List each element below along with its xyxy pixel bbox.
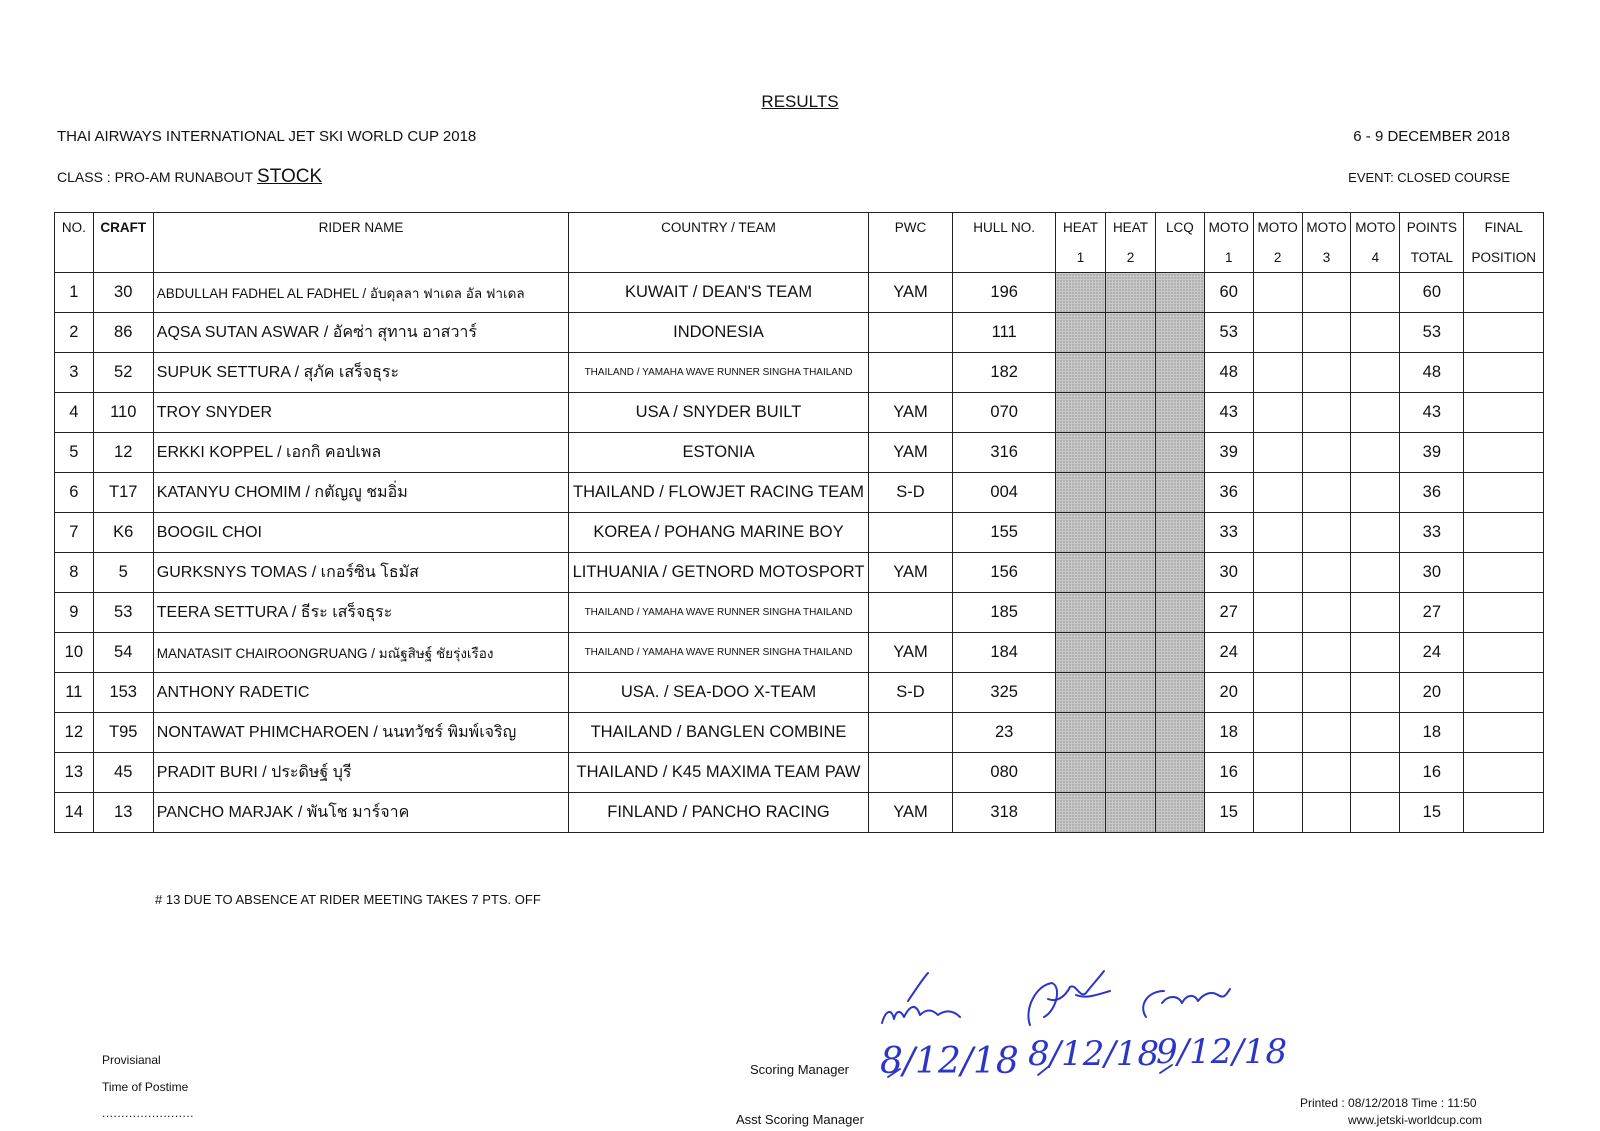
results-body [55,273,1544,833]
col-points-total: POINTS [1400,213,1464,243]
cell-rider: TROY SNYDER [153,393,569,433]
table-row [55,513,1544,553]
cell-no: 10 [55,633,94,673]
col-country-team: COUNTRY / TEAM [569,213,868,243]
cell-pwc [868,313,953,353]
cell-moto2 [1253,353,1302,393]
cell-moto3 [1302,433,1351,473]
shaded-cell-lcq [1155,553,1204,593]
cell-moto3 [1302,473,1351,513]
cell-pwc [868,353,953,393]
col-rider-name-sub [153,242,569,273]
cell-pwc: S-D [868,473,953,513]
shaded-cell-heat1 [1056,273,1106,313]
shaded-cell-heat1 [1056,713,1106,753]
shaded-cell-heat1 [1056,633,1106,673]
cell-final [1464,473,1544,513]
signature-3-icon [1143,989,1230,1017]
shaded-cell-heat1 [1056,473,1106,513]
shaded-cell-lcq [1155,633,1204,673]
cell-rider: ERKKI KOPPEL / เอกกิ คอปเพล [153,433,569,473]
table-row [55,713,1544,753]
cell-points: 43 [1400,393,1464,433]
cell-team: USA / SNYDER BUILT [569,393,868,433]
cell-rider: AQSA SUTAN ASWAR / อัคซ่า สุทาน อาสวาร์ [153,313,569,353]
cell-hull: 156 [953,553,1056,593]
col-points-total-sub: TOTAL [1400,242,1464,273]
cell-moto4 [1351,713,1400,753]
cell-moto4 [1351,273,1400,313]
shaded-cell-heat2 [1106,633,1156,673]
cell-moto2 [1253,433,1302,473]
class-prefix: CLASS : PRO-AM RUNABOUT [57,169,254,185]
cell-points: 27 [1400,593,1464,633]
cell-team: LITHUANIA / GETNORD MOTOSPORT [569,553,868,593]
cell-craft: 30 [93,273,153,313]
cell-moto4 [1351,433,1400,473]
table-row [55,353,1544,393]
col-hull-no: HULL NO. [953,213,1056,243]
cell-no: 12 [55,713,94,753]
col-no: NO. [55,213,94,243]
cell-craft: 13 [93,793,153,833]
cell-moto2 [1253,273,1302,313]
cell-pwc: S-D [868,673,953,713]
cell-rider: SUPUK SETTURA / สุภัค เสร็จธุระ [153,353,569,393]
table-row [55,793,1544,833]
asst-scoring-manager-label: Asst Scoring Manager [736,1112,864,1127]
cell-craft: 52 [93,353,153,393]
cell-craft: T17 [93,473,153,513]
col-no-sub [55,242,94,273]
cell-points: 33 [1400,513,1464,553]
col-pwc: PWC [868,213,953,243]
table-row [55,633,1544,673]
table-row [55,273,1544,313]
cell-hull: 070 [953,393,1056,433]
shaded-cell-heat2 [1106,273,1156,313]
cell-pwc: YAM [868,393,953,433]
shaded-cell-lcq [1155,313,1204,353]
cell-no: 9 [55,593,94,633]
cell-hull: 184 [953,633,1056,673]
cell-moto3 [1302,313,1351,353]
cell-no: 1 [55,273,94,313]
cell-final [1464,593,1544,633]
shaded-cell-lcq [1155,353,1204,393]
shaded-cell-heat2 [1106,673,1156,713]
cell-hull: 185 [953,593,1056,633]
cell-no: 5 [55,433,94,473]
cell-moto4 [1351,593,1400,633]
cell-hull: 111 [953,313,1056,353]
col-final-position-sub: POSITION [1464,242,1544,273]
col-pwc-sub [868,242,953,273]
shaded-cell-heat1 [1056,353,1106,393]
shaded-cell-lcq [1155,593,1204,633]
cell-no: 7 [55,513,94,553]
cell-moto3 [1302,793,1351,833]
cell-moto4 [1351,753,1400,793]
table-row [55,433,1544,473]
event-type: EVENT: CLOSED COURSE [1348,170,1510,185]
shaded-cell-heat1 [1056,673,1106,713]
cell-moto2 [1253,473,1302,513]
shaded-cell-lcq [1155,433,1204,473]
cell-points: 36 [1400,473,1464,513]
cell-rider: ABDULLAH FADHEL AL FADHEL / อับดุลลา ฟาเดล อัล ฟาเดล [153,273,569,313]
table-row [55,553,1544,593]
col-moto-3-sub: 3 [1302,242,1351,273]
cell-craft: 110 [93,393,153,433]
shaded-cell-lcq [1155,273,1204,313]
cell-team: KUWAIT / DEAN'S TEAM [569,273,868,313]
shaded-cell-lcq [1155,793,1204,833]
cell-moto4 [1351,793,1400,833]
signature-marks [882,971,1230,1025]
provisional-label: Provisianal [102,1053,161,1067]
cell-final [1464,313,1544,353]
cell-points: 39 [1400,433,1464,473]
shaded-cell-lcq [1155,673,1204,713]
shaded-cell-heat2 [1106,793,1156,833]
cell-moto3 [1302,633,1351,673]
shaded-cell-lcq [1155,753,1204,793]
cell-moto3 [1302,393,1351,433]
cell-pwc [868,753,953,793]
cell-hull: 316 [953,433,1056,473]
cell-no: 11 [55,673,94,713]
cell-moto3 [1302,353,1351,393]
cell-points: 60 [1400,273,1464,313]
cell-moto1: 33 [1204,513,1253,553]
cell-team: THAILAND / YAMAHA WAVE RUNNER SINGHA THAILAND [569,353,868,393]
cell-moto1: 27 [1204,593,1253,633]
cell-pwc: YAM [868,273,953,313]
cell-points: 24 [1400,633,1464,673]
cell-final [1464,553,1544,593]
shaded-cell-heat1 [1056,393,1106,433]
cell-pwc: YAM [868,553,953,593]
table-row [55,313,1544,353]
col-moto-2-sub: 2 [1253,242,1302,273]
cell-team: FINLAND / PANCHO RACING [569,793,868,833]
cell-moto3 [1302,713,1351,753]
cell-team: KOREA / POHANG MARINE BOY [569,513,868,553]
cell-pwc: YAM [868,433,953,473]
cell-moto3 [1302,513,1351,553]
col-heat-2-sub: 2 [1106,242,1156,273]
cell-team: THAILAND / BANGLEN COMBINE [569,713,868,753]
shaded-cell-heat2 [1106,513,1156,553]
table-row [55,673,1544,713]
cell-moto3 [1302,753,1351,793]
cell-team: THAILAND / YAMAHA WAVE RUNNER SINGHA THAILAND [569,633,868,673]
col-moto-4-sub: 4 [1351,242,1400,273]
shaded-cell-heat1 [1056,313,1106,353]
shaded-cell-lcq [1155,393,1204,433]
cell-moto2 [1253,313,1302,353]
cell-team: USA. / SEA-DOO X-TEAM [569,673,868,713]
col-lcq-sub [1155,242,1204,273]
class-line [57,166,322,188]
cell-moto1: 48 [1204,353,1253,393]
cell-hull: 182 [953,353,1056,393]
col-moto-1: MOTO [1204,213,1253,243]
cell-moto1: 16 [1204,753,1253,793]
shaded-cell-heat2 [1106,593,1156,633]
col-moto-2: MOTO [1253,213,1302,243]
penalty-note: # 13 DUE TO ABSENCE AT RIDER MEETING TAKES 7 PTS. OFF [155,892,541,907]
handwritten-signatures [880,965,1288,1085]
cell-moto4 [1351,313,1400,353]
signature-date-1: 8/12/18 [880,1041,1019,1082]
cell-final [1464,673,1544,713]
cell-final [1464,513,1544,553]
cell-rider: TEERA SETTURA / ธีระ เสร็จธุระ [153,593,569,633]
cell-rider: ANTHONY RADETIC [153,673,569,713]
cell-moto1: 53 [1204,313,1253,353]
cell-team: INDONESIA [569,313,868,353]
col-final-position: FINAL [1464,213,1544,243]
shaded-cell-heat2 [1106,433,1156,473]
cell-pwc [868,593,953,633]
cell-moto2 [1253,713,1302,753]
cell-final [1464,433,1544,473]
cell-moto1: 18 [1204,713,1253,753]
cell-craft: 153 [93,673,153,713]
cell-final [1464,793,1544,833]
event-date: 6 - 9 DECEMBER 2018 [1353,128,1510,145]
col-hull-no-sub [953,242,1056,273]
printed-timestamp: Printed : 08/12/2018 Time : 11:50 [1300,1096,1477,1110]
col-craft-sub [93,242,153,273]
cell-craft: 54 [93,633,153,673]
cell-team: THAILAND / K45 MAXIMA TEAM PAW [569,753,868,793]
col-moto-3: MOTO [1302,213,1351,243]
cell-pwc: YAM [868,793,953,833]
class-name: STOCK [257,166,323,187]
cell-moto3 [1302,273,1351,313]
cell-moto2 [1253,633,1302,673]
cell-craft: 45 [93,753,153,793]
cell-moto2 [1253,793,1302,833]
shaded-cell-heat2 [1106,553,1156,593]
cell-moto3 [1302,553,1351,593]
cell-rider: PANCHO MARJAK / พันโช มาร์จาค [153,793,569,833]
cell-points: 15 [1400,793,1464,833]
cell-craft: T95 [93,713,153,753]
cell-no: 6 [55,473,94,513]
cell-moto4 [1351,473,1400,513]
cell-moto2 [1253,553,1302,593]
cell-points: 53 [1400,313,1464,353]
col-moto-4: MOTO [1351,213,1400,243]
cell-no: 2 [55,313,94,353]
shaded-cell-heat1 [1056,433,1106,473]
shaded-cell-lcq [1155,713,1204,753]
cell-points: 20 [1400,673,1464,713]
cell-hull: 23 [953,713,1056,753]
cell-no: 14 [55,793,94,833]
cell-final [1464,633,1544,673]
cell-moto4 [1351,353,1400,393]
results-table [54,212,1544,833]
col-lcq: LCQ [1155,213,1204,243]
cell-points: 16 [1400,753,1464,793]
cell-hull: 004 [953,473,1056,513]
cell-moto1: 15 [1204,793,1253,833]
cell-moto1: 60 [1204,273,1253,313]
cell-hull: 080 [953,753,1056,793]
cell-final [1464,353,1544,393]
cell-craft: 5 [93,553,153,593]
col-craft: CRAFT [93,213,153,243]
results-title: RESULTS [761,92,839,111]
cell-moto3 [1302,673,1351,713]
shaded-cell-heat2 [1106,393,1156,433]
shaded-cell-heat2 [1106,473,1156,513]
cell-craft: K6 [93,513,153,553]
signature-date-3: 9/12/18 [1156,1032,1288,1072]
cell-points: 48 [1400,353,1464,393]
cell-no: 8 [55,553,94,593]
cell-rider: GURKSNYS TOMAS / เกอร์ซิน โธมัส [153,553,569,593]
shaded-cell-heat2 [1106,353,1156,393]
cell-craft: 53 [93,593,153,633]
cell-moto3 [1302,593,1351,633]
shaded-cell-lcq [1155,473,1204,513]
shaded-cell-heat1 [1056,553,1106,593]
shaded-cell-heat1 [1056,793,1106,833]
cell-moto4 [1351,513,1400,553]
cell-moto4 [1351,553,1400,593]
cell-pwc [868,713,953,753]
shaded-cell-heat2 [1106,713,1156,753]
shaded-cell-lcq [1155,513,1204,553]
cell-team: ESTONIA [569,433,868,473]
table-row [55,393,1544,433]
cell-moto4 [1351,633,1400,673]
col-heat-1: HEAT [1056,213,1106,243]
cell-points: 18 [1400,713,1464,753]
cell-moto1: 43 [1204,393,1253,433]
cell-moto2 [1253,513,1302,553]
cell-rider: PRADIT BURI / ประดิษฐ์ บุรี [153,753,569,793]
table-row [55,473,1544,513]
col-heat-2: HEAT [1106,213,1156,243]
cell-moto1: 20 [1204,673,1253,713]
cell-final [1464,713,1544,753]
cell-moto1: 24 [1204,633,1253,673]
signature-2-icon [1028,971,1110,1025]
postime-dots: ........................ [102,1106,195,1120]
shaded-cell-heat1 [1056,753,1106,793]
cell-team: THAILAND / FLOWJET RACING TEAM [569,473,868,513]
cell-moto1: 30 [1204,553,1253,593]
cell-final [1464,753,1544,793]
cell-rider: BOOGIL CHOI [153,513,569,553]
signature-date-2: 8/12/18 [1028,1034,1160,1074]
cell-pwc: YAM [868,633,953,673]
cell-no: 13 [55,753,94,793]
cell-moto2 [1253,593,1302,633]
cell-hull: 325 [953,673,1056,713]
cell-final [1464,273,1544,313]
signature-1-icon [882,973,960,1023]
cell-craft: 86 [93,313,153,353]
cell-craft: 12 [93,433,153,473]
event-name: THAI AIRWAYS INTERNATIONAL JET SKI WORLD CUP 2018 [57,128,477,145]
shaded-cell-heat2 [1106,313,1156,353]
cell-moto1: 36 [1204,473,1253,513]
table-row [55,593,1544,633]
shaded-cell-heat1 [1056,513,1106,553]
shaded-cell-heat1 [1056,593,1106,633]
table-row [55,753,1544,793]
cell-team: THAILAND / YAMAHA WAVE RUNNER SINGHA THAILAND [569,593,868,633]
website-url: www.jetski-worldcup.com [1348,1113,1483,1127]
cell-points: 30 [1400,553,1464,593]
cell-moto4 [1351,393,1400,433]
col-heat-1-sub: 1 [1056,242,1106,273]
cell-final [1464,393,1544,433]
cell-hull: 196 [953,273,1056,313]
cell-moto2 [1253,393,1302,433]
cell-moto2 [1253,753,1302,793]
cell-moto4 [1351,673,1400,713]
shaded-cell-heat2 [1106,753,1156,793]
cell-moto2 [1253,673,1302,713]
cell-rider: KATANYU CHOMIM / กตัญญู ชมอิ่ม [153,473,569,513]
cell-no: 3 [55,353,94,393]
col-moto-1-sub: 1 [1204,242,1253,273]
scoring-manager-label: Scoring Manager [750,1062,849,1077]
cell-hull: 155 [953,513,1056,553]
cell-rider: NONTAWAT PHIMCHAROEN / นนทวัชร์ พิมพ์เจริญ [153,713,569,753]
cell-hull: 318 [953,793,1056,833]
cell-moto1: 39 [1204,433,1253,473]
cell-pwc [868,513,953,553]
cell-rider: MANATASIT CHAIROONGRUANG / มณัฐสิษฐ์ ชัยรุ่งเรือง [153,633,569,673]
time-of-postime-label: Time of Postime [102,1080,189,1094]
col-rider-name: RIDER NAME [153,213,569,243]
col-country-team-sub [569,242,868,273]
cell-no: 4 [55,393,94,433]
